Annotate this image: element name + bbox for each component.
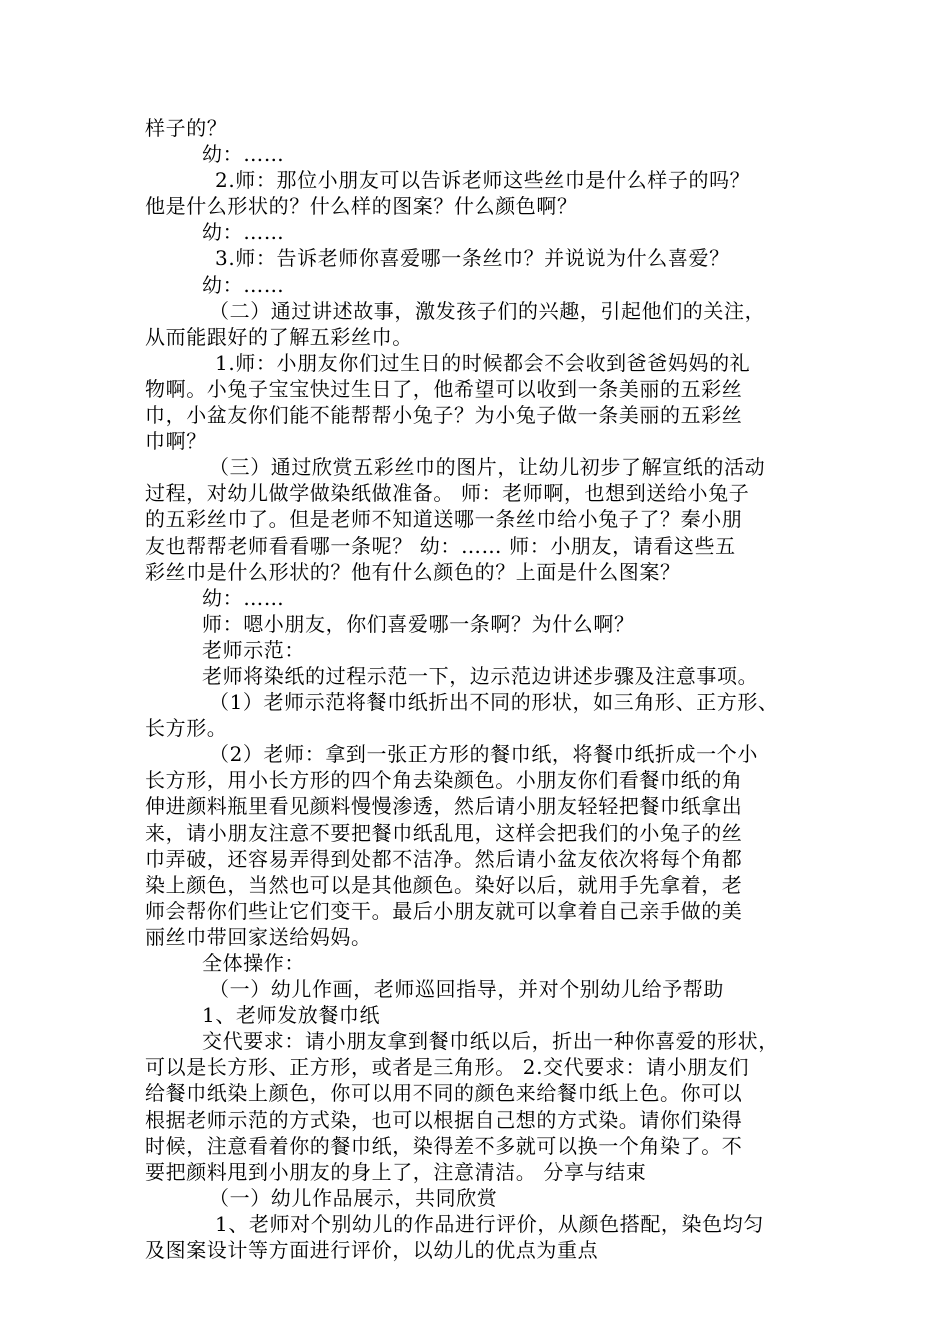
text-line: 巾啊？ — [145, 429, 207, 454]
text-line: 从而能跟好的了解五彩丝巾。 — [145, 324, 413, 349]
text-line: （一）幼儿作画，老师巡回指导，并对个别幼儿给予帮助 — [209, 977, 724, 1002]
text-line: 时候，注意看着你的餐巾纸，染得差不多就可以换一个角染了。不 — [145, 1133, 743, 1158]
text-line: 他是什么形状的？什么样的图案？什么颜色啊？ — [145, 194, 578, 219]
text-line: 物啊。小兔子宝宝快过生日了，他希望可以收到一条美丽的五彩丝 — [145, 376, 743, 401]
text-line: 1.师：小朋友你们过生日的时候都会不会收到爸爸妈妈的礼 — [215, 350, 751, 375]
text-line: 幼：…… — [202, 142, 285, 167]
text-line: 长方形。 — [145, 716, 228, 741]
text-line: 样子的？ — [145, 116, 228, 140]
text-line: 伸进颜料瓶里看见颜料慢慢渗透，然后请小朋友轻轻把餐巾纸拿出 — [145, 794, 743, 819]
text-line: 1、老师对个别幼儿的作品进行评价，从颜色搭配，染色均匀 — [215, 1211, 764, 1236]
text-line: 要把颜料甩到小朋友的身上了，注意清洁。 分享与结束 — [145, 1159, 647, 1184]
text-line: 丽丝巾带回家送给妈妈。 — [145, 924, 372, 949]
text-line: 3.师：告诉老师你喜爱哪一条丝巾？并说说为什么喜爱？ — [215, 246, 730, 271]
text-line: 彩丝巾是什么形状的？他有什么颜色的？上面是什么图案？ — [145, 559, 681, 584]
text-line: （一）幼儿作品展示，共同欣赏 — [209, 1185, 498, 1210]
text-line: 2.师：那位小朋友可以告诉老师这些丝巾是什么样子的吗？ — [215, 168, 751, 193]
text-line: 染上颜色，当然也可以是其他颜色。染好以后，就用手先拿着，老 — [145, 872, 743, 897]
text-line: 老师将染纸的过程示范一下，边示范边讲述步骤及注意事项。 — [202, 663, 759, 688]
text-line: （2）老师：拿到一张正方形的餐巾纸，将餐巾纸折成一个小 — [209, 742, 758, 767]
text-line: （1）老师示范将餐巾纸折出不同的形状，如三角形、正方形、 — [209, 690, 779, 715]
text-line: 巾弄破，还容易弄得到处都不洁净。然后请小盆友依次将每个角都 — [145, 846, 743, 871]
text-line: 巾，小盆友你们能不能帮帮小兔子？为小兔子做一条美丽的五彩丝 — [145, 403, 743, 428]
text-line: 的五彩丝巾了。但是老师不知道送哪一条丝巾给小兔子了？秦小朋 — [145, 507, 743, 532]
text-line: （二）通过讲述故事，激发孩子们的兴趣，引起他们的关注， — [209, 298, 766, 323]
document-body — [145, 115, 815, 1263]
text-line: 友也帮帮老师看看哪一条呢？ 幼：…… 师：小朋友，请看这些五 — [145, 533, 736, 558]
text-line: 及图案设计等方面进行评价，以幼儿的优点为重点 — [145, 1238, 599, 1263]
text-line: 幼：…… — [202, 585, 285, 610]
text-line: 师：嗯小朋友，你们喜爱哪一条啊？为什么啊？ — [202, 611, 635, 636]
text-line: 幼：…… — [202, 220, 285, 245]
text-line: 交代要求：请小朋友拿到餐巾纸以后，折出一种你喜爱的形状， — [202, 1029, 779, 1054]
text-line: 全体操作： — [202, 951, 305, 975]
text-line: 师会帮你们些让它们变干。最后小朋友就可以拿着自己亲手做的美 — [145, 898, 743, 923]
text-line: 根据老师示范的方式染，也可以根据自己想的方式染。请你们染得 — [145, 1107, 743, 1132]
text-line: 老师示范： — [202, 637, 305, 662]
text-line: 可以是长方形、正方形，或者是三角形。 2.交代要求：请小朋友们 — [145, 1055, 750, 1080]
text-line: 来，请小朋友注意不要把餐巾纸乱甩，这样会把我们的小兔子的丝 — [145, 820, 743, 845]
text-line: 过程，对幼儿做学做染纸做准备。 师：老师啊，也想到送给小兔子 — [145, 481, 750, 506]
text-line: 1、老师发放餐巾纸 — [202, 1003, 381, 1028]
text-line: 长方形，用小长方形的四个角去染颜色。小朋友你们看餐巾纸的角 — [145, 768, 743, 793]
text-line: 给餐巾纸染上颜色，你可以用不同的颜色来给餐巾纸上色。你可以 — [145, 1081, 743, 1106]
text-line: （三）通过欣赏五彩丝巾的图片，让幼儿初步了解宣纸的活动 — [209, 455, 766, 480]
text-line: 幼：…… — [202, 272, 285, 297]
